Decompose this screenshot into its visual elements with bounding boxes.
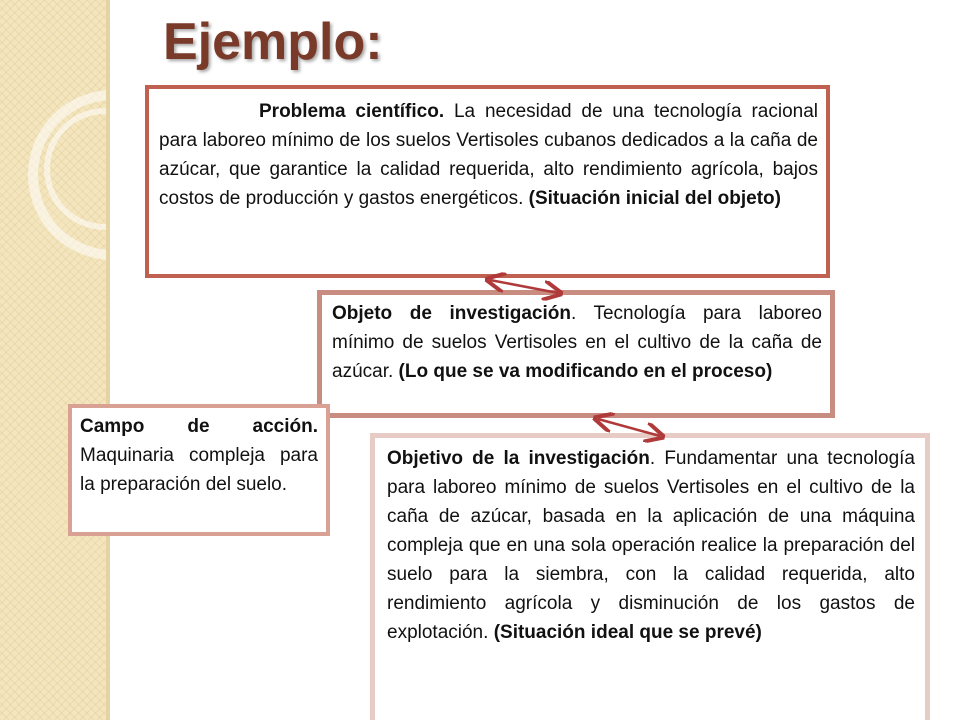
problema-heading: Problema científico. <box>259 101 445 122</box>
objeto-text: . Tecnología para laboreo mínimo de suelos Vertisoles en el cultivo de la caña de azúcar. <box>332 303 822 382</box>
double-arrow-objeto-objetivo <box>598 419 660 436</box>
objetivo-text: . Fundamentar una tecnología para laboreo mínimo de suelos Vertisoles en el cultivo de la caña de azúcar, basada en la aplicación de una máquina compleja que en una sola operación realice la preparación del suelo para la siembra, con la calidad requerida, alto rendimiento agrícola y disminución de los gastos de explotación. <box>387 448 915 643</box>
problema-note: (Situación inicial del objeto) <box>528 188 781 209</box>
objeto-note: (Lo que se va modificando en el proceso) <box>398 361 773 382</box>
objeto-heading: Objeto de investigación <box>332 303 571 324</box>
problema-text: La necesidad de una tecnología racional para laboreo mínimo de los suelos Vertisoles cubanos dedicados a la caña de azúcar, que garantice la calidad requerida, alto rendimiento agrícola, bajos costos de producción y gastos energéticos. <box>159 101 819 209</box>
slide-title: Ejemplo: <box>163 13 383 71</box>
campo-text: Maquinaria compleja para la preparación del suelo. <box>80 445 318 495</box>
objetivo-note: (Situación ideal que se prevé) <box>493 622 762 643</box>
campo-heading: Campo de acción. <box>80 416 318 437</box>
double-arrow-problema-objeto <box>490 280 558 293</box>
objetivo-heading: Objetivo de la investigación <box>387 448 650 469</box>
